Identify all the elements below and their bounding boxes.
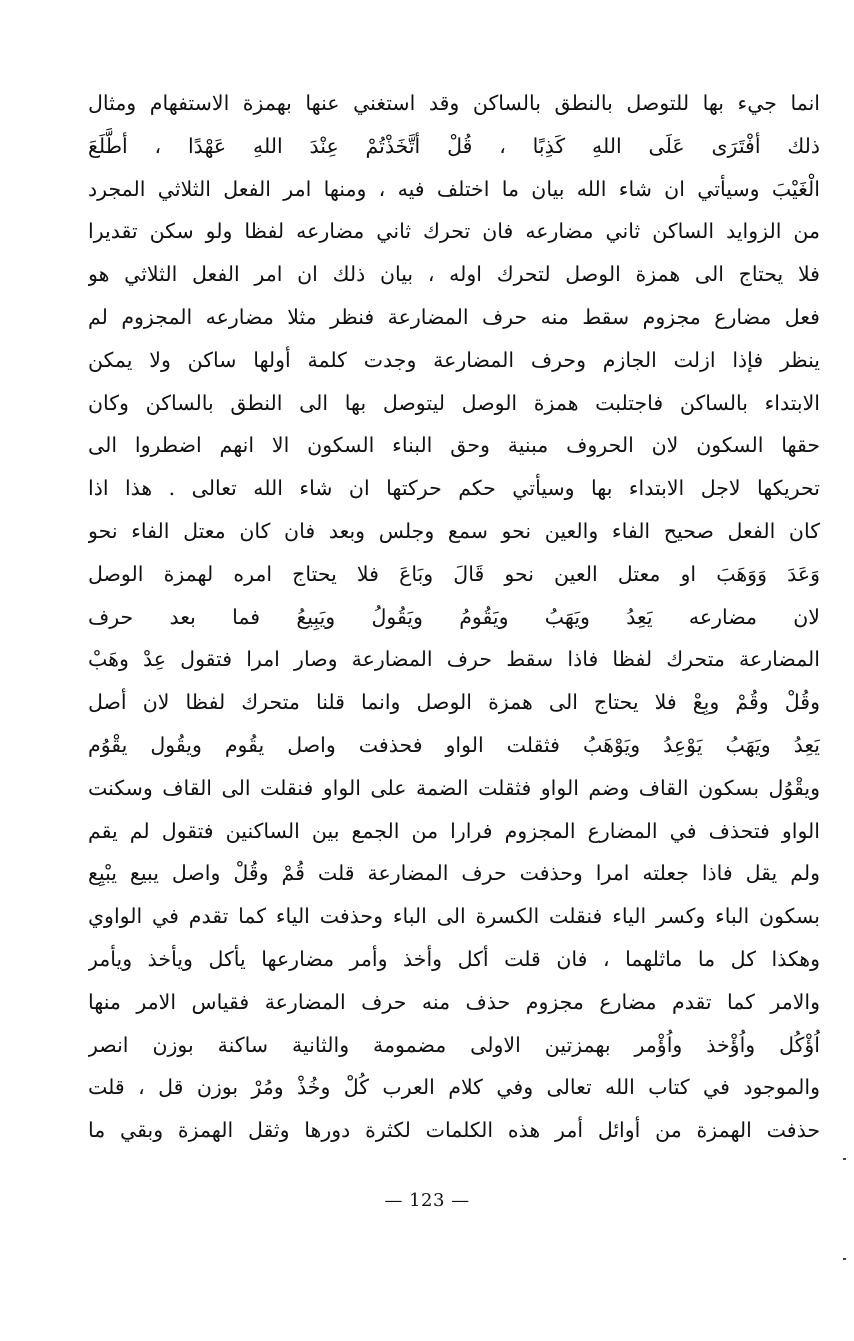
text-line: كان الفعل صحيح الفاء والعين نحو سمع وجلس وبعد فان كان معتل الفاء نحو xyxy=(88,518,820,543)
text-line: لان مضارعه يَعِدُ ويَهَبُ ويَقُومُ ويَقُولُ ويَبِيعُ فما بعد حرف xyxy=(88,604,820,629)
body-text xyxy=(88,82,820,1152)
text-line: ينظر فإذا ازلت الجازم وحرف المضارعة وجدت كلمة أولها ساكن ولا يمكن xyxy=(88,347,820,372)
text-line: فلا يحتاج الى همزة الوصل لتحرك اوله ، بيان ذلك ان امر الفعل الثلاثي هو xyxy=(88,262,820,287)
text-line: والامر كما تقدم مضارع مجزوم حذف منه حرف المضارعة فقياس الامر منها xyxy=(88,989,820,1014)
text-line: والموجود في كتاب الله تعالى وفي كلام العرب كُلْ وخُذْ ومُرْ بوزن قل ، قلت xyxy=(88,1075,820,1100)
text-line: الواو فتحذف في المضارع المجزوم فرارا من الجمع بين الساكنين فتقول لم يقم xyxy=(88,818,820,843)
text-line: حذفت الهمزة من أوائل أمر هذه الكلمات لكثرة دورها وثقل الهمزة وبقي ما xyxy=(88,1118,820,1143)
text-line: ولم يقل فاذا جعلته امرا وحذفت حرف المضارعة قلت قُمْ وقُلْ واصل يبيع يبْيِع xyxy=(88,861,820,886)
text-line: وهكذا كل ما ماثلهما ، فان قلت أكل وأخذ وأمر مضارعها يأكل ويأخذ ويأمر xyxy=(88,946,820,971)
text-line: يَعِدُ ويَهَبُ يَوْعِدُ ويَوْهَبُ فثقلت الواو فحذفت واصل يقُوم ويقُول يقْوُم xyxy=(88,732,820,757)
text-line: ويقْوُل بسكون القاف وضم الواو فثقلت الضمة على الواو فنقلت الى القاف وسكنت xyxy=(88,775,820,800)
text-line: تحريكها لاجل الابتداء بها وسيأتي حكم حركتها ان شاء الله تعالى . هذا اذا xyxy=(88,476,820,501)
text-line: المضارعة متحرك لفظا فاذا سقط حرف المضارعة وصار امرا فتقول عِدْ وهَبْ xyxy=(88,647,820,672)
text-line: فعل مضارع مجزوم سقط منه حرف المضارعة فنظر مثلا مضارعه المجزوم لم xyxy=(88,304,820,329)
scan-artifact xyxy=(843,1158,846,1160)
text-line: من الزوايد الساكن ثاني مضارعه فان تحرك ثاني مضارعه لفظا ولو سكن تقديرا xyxy=(88,219,820,244)
text-line: الْغَيْبَ وسيأتي ان شاء الله بيان ما اختلف فيه ، ومنها امر الفعل الثلاثي المجرد xyxy=(88,176,820,201)
text-line: اُؤْكُل واُؤْخذ واُؤْمر بهمزتين الاولى مضمومة والثانية ساكنة بوزن انصر xyxy=(88,1032,820,1057)
text-line: انما جيء بها للتوصل بالنطق بالساكن وقد استغني عنها بهمزة الاستفهام ومثال xyxy=(88,91,820,115)
text-line: حقها السكون لان الحروف مبنية وحق البناء السكون الا انهم اضطروا الى xyxy=(88,433,820,458)
text-line: وَعَدَ وَوَهَبَ او معتل العين نحو قَالَ وبَاعَ فلا يحتاج امره لهمزة الوصل xyxy=(88,561,820,586)
text-line: وقُلْ وقُمْ وبِعْ فلا يحتاج الى همزة الوصل وانما قلنا متحرك لفظا لان أصل xyxy=(88,690,820,715)
text-line: ذلك أفْتَرَى عَلَى اللهِ كَذِبًا ، قُلْ أتَّخَذْتُمْ عِنْدَ اللهِ عَهْدًا ، أطَّلَعَ xyxy=(88,133,820,158)
page-number: — 123 — xyxy=(384,1190,470,1211)
text-line: الابتداء بالساكن فاجتلبت همزة الوصل ليتوصل بها الى النطق بالساكن وكان xyxy=(88,390,820,415)
scan-artifact xyxy=(843,1258,846,1260)
text-line: بسكون الباء وكسر الياء فنقلت الكسرة الى الباء وحذفت الياء كما تقدم في الواوي xyxy=(88,904,820,929)
